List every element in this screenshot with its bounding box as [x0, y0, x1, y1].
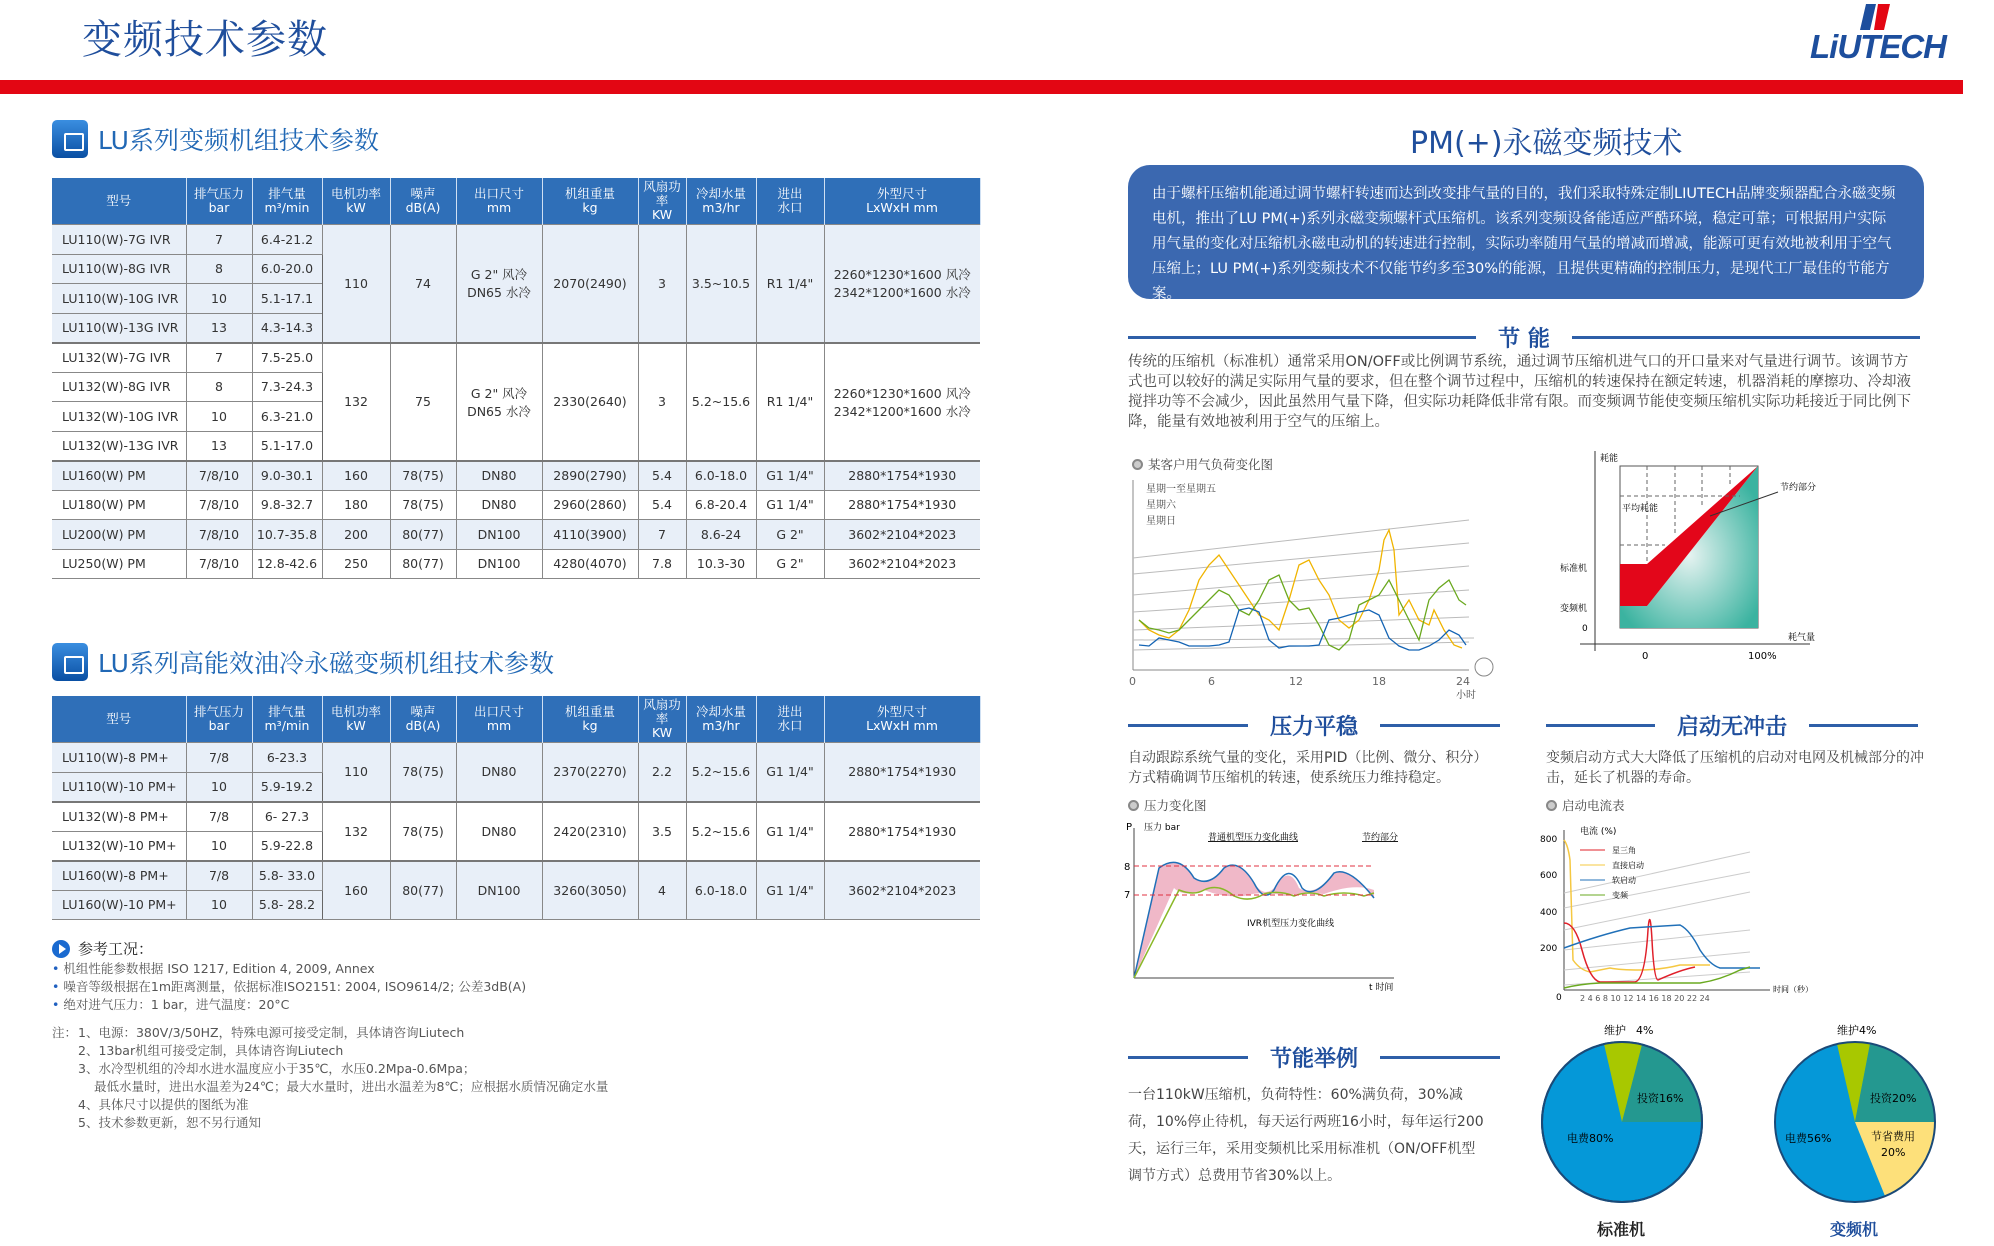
table-cell: G 2" 风冷 DN65 水冷 — [456, 225, 542, 343]
svg-text:小时: 小时 — [1456, 690, 1476, 701]
table-cell: 3260(3050) — [542, 861, 638, 920]
energy-text: 传统的压缩机（标准机）通常采用ON/OFF或比例调节系统，通过调节压缩机进气口的开口量来对气量进行调节。该调节方式也可以较好的满足实际用气量的要求，但在整个调节过程中，压缩机的转速保持在额定转速，机器消耗的摩擦功、冷却液搅拌功等不会减少，因此虽然用气量下降，但实际功耗降低非常有限。而变频调节能使变频压缩机实际功耗接近于同比例下降，能量有效地被利用于空气的压缩上。 — [1128, 354, 1911, 430]
model-cell: LU132(W)-10 PM+ — [52, 831, 186, 861]
table-cell: 160 — [322, 461, 390, 491]
svg-text:4%: 4% — [1636, 1024, 1654, 1037]
column-header: 机组重量 kg — [542, 696, 638, 743]
svg-text:平均耗能: 平均耗能 — [1622, 504, 1659, 514]
table-cell: 132 — [322, 802, 390, 861]
table-cell: 6.3-21.0 — [252, 402, 322, 432]
pressure-chart-caption: 压力变化图 — [1128, 796, 1207, 814]
column-header: 型号 — [52, 178, 186, 225]
table-cell: 2960(2860) — [542, 490, 638, 520]
table-cell: 12.8-42.6 — [252, 549, 322, 579]
table-cell: G 2" — [756, 549, 824, 579]
svg-text:6: 6 — [1208, 675, 1215, 688]
table-cell: 250 — [322, 549, 390, 579]
note-bullet: • 噪音等级根据在1m距离测量，依据标准ISO2151: 2004, ISO9614/2; 公差3dB(A) — [52, 979, 527, 994]
spec-table-1 — [52, 178, 981, 579]
table-cell: 10 — [186, 890, 252, 920]
svg-text:标准机: 标准机 — [1597, 1220, 1646, 1239]
table-cell: DN80 — [456, 461, 542, 491]
table-cell: 78(75) — [390, 490, 456, 520]
svg-text:电费56%: 电费56% — [1785, 1132, 1832, 1145]
column-header: 外型尺寸 LxWxH mm — [824, 696, 980, 743]
model-cell: LU110(W)-7G IVR — [52, 225, 186, 255]
play-circle-icon — [52, 940, 70, 958]
svg-text:耗气量: 耗气量 — [1788, 633, 1816, 643]
svg-text:100%: 100% — [1748, 651, 1777, 662]
pie-vfd — [1775, 1023, 1935, 1239]
svg-text:维护4%: 维护4% — [1837, 1024, 1877, 1037]
pm-tech-title: PM(+)永磁变频技术 — [1410, 126, 1683, 161]
table-cell: DN80 — [456, 802, 542, 861]
table-cell: 6.0-18.0 — [686, 861, 756, 920]
table-cell: 3.5 — [638, 802, 686, 861]
svg-text:24: 24 — [1456, 675, 1470, 688]
model-cell: LU132(W)-8 PM+ — [52, 802, 186, 832]
svg-text:7: 7 — [1124, 890, 1131, 901]
table-row — [52, 225, 980, 255]
startup-current-chart — [1540, 820, 1840, 1010]
svg-text:t 时间: t 时间 — [1369, 983, 1394, 993]
bullet-icon — [1132, 459, 1143, 470]
document-icon — [52, 643, 88, 681]
table-row — [52, 343, 980, 373]
startup-divider: 启动无冲击 — [1546, 710, 1918, 741]
svg-text:标准机: 标准机 — [1560, 564, 1588, 574]
table-cell: 6- 27.3 — [252, 802, 322, 832]
table-cell: 2880*1754*1930 — [824, 802, 980, 861]
table-cell: 10 — [186, 402, 252, 432]
table-cell: 6.8-20.4 — [686, 490, 756, 520]
table-cell: 5.4 — [638, 461, 686, 491]
table-cell: 80(77) — [390, 861, 456, 920]
table-cell: 7.8 — [638, 549, 686, 579]
svg-text:星期日: 星期日 — [1146, 516, 1176, 527]
pressure-divider: 压力平稳 — [1128, 710, 1500, 741]
table-cell: 7.5-25.0 — [252, 343, 322, 373]
reference-notes — [52, 940, 672, 1132]
table-cell: 3 — [638, 343, 686, 461]
table-row — [52, 743, 980, 773]
table-cell: 4.3-14.3 — [252, 313, 322, 343]
table-cell: 2890(2790) — [542, 461, 638, 491]
table-row — [52, 490, 980, 520]
svg-text:变频机: 变频机 — [1830, 1220, 1879, 1239]
model-cell: LU160(W)-8 PM+ — [52, 861, 186, 891]
table1-title: LU系列变频机组技术参数 — [98, 126, 379, 155]
table-cell: 75 — [390, 343, 456, 461]
intro-box: 由于螺杆压缩机能通过调节螺杆转速而达到改变排气量的目的，我们采取特殊定制LIUTECH品牌变频器配合永磁变频电机，推出了LU PM(+)系列永磁变频螺杆式压缩机。该系列变频设备能适应严酷环境，稳定可靠；可根据用户实际用气量的变化对压缩机永磁电动机的转速进行控制，实际功率随用气量的增减而增减，能源可更有效地被利用于空气压缩上；LU PM(+)系列变频技术不仅能节约多至30%的能源，且提供更精确的控制压力，是现代工厂最佳的节能方案。 — [1128, 165, 1924, 299]
table-cell: 7/8/10 — [186, 549, 252, 579]
column-header: 机组重量 kg — [542, 178, 638, 225]
table-cell: 5.9-22.8 — [252, 831, 322, 861]
column-header: 风扇功率 KW — [638, 178, 686, 225]
table-cell: 3602*2104*2023 — [824, 549, 980, 579]
table-cell: G 2" — [756, 520, 824, 550]
svg-text:直接启动: 直接启动 — [1612, 861, 1644, 870]
column-header: 出口尺寸 mm — [456, 178, 542, 225]
table-cell: 2880*1754*1930 — [824, 461, 980, 491]
table-cell: 200 — [322, 520, 390, 550]
column-header: 进出 水口 — [756, 696, 824, 743]
table-cell: 10 — [186, 831, 252, 861]
model-cell: LU110(W)-8G IVR — [52, 254, 186, 284]
table-cell: G 2" 风冷 DN65 水冷 — [456, 343, 542, 461]
svg-text:800: 800 — [1540, 835, 1558, 845]
table-cell: 110 — [322, 743, 390, 802]
table-row — [52, 861, 980, 891]
svg-text:时间（秒）: 时间（秒） — [1773, 985, 1813, 994]
table-cell: 80(77) — [390, 549, 456, 579]
table-cell: 7/8 — [186, 743, 252, 773]
svg-text:星期一至星期五: 星期一至星期五 — [1146, 484, 1216, 495]
table-cell: G1 1/4" — [756, 861, 824, 920]
table-cell: 4110(3900) — [542, 520, 638, 550]
table-cell: 7 — [638, 520, 686, 550]
reference-title: 参考工况： — [78, 940, 154, 958]
table-cell: 2880*1754*1930 — [824, 743, 980, 802]
svg-text:600: 600 — [1540, 871, 1558, 881]
table-cell: 13 — [186, 431, 252, 461]
model-cell: LU200(W) PM — [52, 520, 186, 550]
table-cell: G1 1/4" — [756, 802, 824, 861]
model-cell: LU132(W)-13G IVR — [52, 431, 186, 461]
load-chart — [1124, 470, 1504, 701]
table-cell: 4 — [638, 861, 686, 920]
svg-text:耗能: 耗能 — [1600, 454, 1619, 464]
table-cell: 7.3-24.3 — [252, 372, 322, 402]
startup-chart-caption: 启动电流表 — [1546, 796, 1625, 814]
table-cell: 7/8/10 — [186, 490, 252, 520]
svg-text:节省费用: 节省费用 — [1871, 1130, 1915, 1143]
table-cell: 74 — [390, 225, 456, 343]
table-cell: 8 — [186, 254, 252, 284]
table-cell: 2260*1230*1600 风冷 2342*1200*1600 水冷 — [824, 343, 980, 461]
table-cell: 5.2~15.6 — [686, 343, 756, 461]
table-row — [52, 520, 980, 550]
table-cell: 7/8/10 — [186, 461, 252, 491]
column-header: 排气量 m³/min — [252, 178, 322, 225]
svg-text:星期六: 星期六 — [1146, 500, 1176, 511]
table-cell: 7/8/10 — [186, 520, 252, 550]
model-cell: LU110(W)-10G IVR — [52, 284, 186, 314]
example-divider: 节能举例 — [1128, 1042, 1500, 1073]
table-cell: 2330(2640) — [542, 343, 638, 461]
table-row — [52, 549, 980, 579]
pressure-chart — [1124, 818, 1404, 998]
note-bullet: • 机组性能参数根据 ISO 1217, Edition 4, 2009, Annex — [52, 961, 375, 976]
svg-text:2 4 6 8 10 12 14 16 18 20 22 2: 2 4 6 8 10 12 14 16 18 20 22 24 — [1580, 994, 1710, 1003]
svg-text:0: 0 — [1556, 993, 1562, 1003]
column-header: 排气压力 bar — [186, 178, 252, 225]
table-cell: 3.5~10.5 — [686, 225, 756, 343]
liutech-logo — [1810, 4, 1960, 64]
table-cell: 7 — [186, 343, 252, 373]
table-cell: 2880*1754*1930 — [824, 490, 980, 520]
table-cell: 10.3-30 — [686, 549, 756, 579]
table-cell: 5.8- 28.2 — [252, 890, 322, 920]
table-cell: 7/8 — [186, 861, 252, 891]
svg-text:20%: 20% — [1881, 1146, 1906, 1159]
model-cell: LU160(W)-10 PM+ — [52, 890, 186, 920]
table-cell: G1 1/4" — [756, 490, 824, 520]
svg-text:8: 8 — [1124, 862, 1131, 873]
table-cell: 4280(4070) — [542, 549, 638, 579]
model-cell: LU250(W) PM — [52, 549, 186, 579]
table-cell: 2.2 — [638, 743, 686, 802]
model-cell: LU160(W) PM — [52, 461, 186, 491]
table-cell: 2070(2490) — [542, 225, 638, 343]
table-cell: R1 1/4" — [756, 343, 824, 461]
table-cell: G1 1/4" — [756, 743, 824, 802]
table-cell: 2370(2270) — [542, 743, 638, 802]
svg-text:维护: 维护 — [1604, 1024, 1626, 1037]
example-text: 一台110kW压缩机，负荷特性：60%满负荷，30%减荷，10%停止待机，每天运行两班16小时，每年运行200天，运行三年，采用变频机比采用标准机（ON/OFF机型调节方式）总费用节省30%以上。 — [1128, 1087, 1484, 1184]
startup-text: 变频启动方式大大降低了压缩机的启动对电网及机械部分的冲击，延长了机器的寿命。 — [1546, 750, 1924, 786]
page-title: 变频技术参数 — [82, 17, 328, 63]
document-icon — [52, 120, 88, 158]
model-cell: LU110(W)-10 PM+ — [52, 772, 186, 802]
table-cell: 2260*1230*1600 风冷 2342*1200*1600 水冷 — [824, 225, 980, 343]
column-header: 噪声 dB(A) — [390, 178, 456, 225]
column-header: 风扇功率 KW — [638, 696, 686, 743]
spec-table-2 — [52, 696, 981, 920]
model-cell: LU132(W)-7G IVR — [52, 343, 186, 373]
table-cell: 78(75) — [390, 743, 456, 802]
svg-text:投资16%: 投资16% — [1637, 1092, 1684, 1105]
clock-icon — [1475, 658, 1493, 676]
table-cell: 3 — [638, 225, 686, 343]
table-cell: DN80 — [456, 490, 542, 520]
column-header: 进出 水口 — [756, 178, 824, 225]
table2-title: LU系列高能效油冷永磁变频机组技术参数 — [98, 649, 554, 678]
model-cell: LU180(W) PM — [52, 490, 186, 520]
column-header: 型号 — [52, 696, 186, 743]
svg-text:软启动: 软启动 — [1612, 876, 1636, 885]
table-cell: DN100 — [456, 861, 542, 920]
column-header: 出口尺寸 mm — [456, 696, 542, 743]
table-cell: 2420(2310) — [542, 802, 638, 861]
load-chart-caption: 某客户用气负荷变化图 — [1132, 455, 1273, 473]
svg-text:星三角: 星三角 — [1612, 846, 1636, 855]
svg-text:200: 200 — [1540, 944, 1558, 954]
table-cell: 6-23.3 — [252, 743, 322, 773]
table-cell: DN100 — [456, 549, 542, 579]
model-cell: LU132(W)-10G IVR — [52, 402, 186, 432]
svg-text:变频机: 变频机 — [1560, 604, 1588, 614]
logo-mark-icon — [1858, 4, 1898, 30]
svg-text:节约部分: 节约部分 — [1780, 483, 1817, 493]
table-cell: 8 — [186, 372, 252, 402]
table-cell: G1 1/4" — [756, 461, 824, 491]
table-cell: 5.4 — [638, 490, 686, 520]
svg-text:电流 (%): 电流 (%) — [1580, 827, 1617, 837]
column-header: 冷却水量 m3/hr — [686, 178, 756, 225]
table-cell: DN100 — [456, 520, 542, 550]
column-header: 排气量 m³/min — [252, 696, 322, 743]
svg-text:0: 0 — [1642, 651, 1649, 662]
table-cell: 5.2~15.6 — [686, 743, 756, 802]
table-cell: 10 — [186, 284, 252, 314]
table-cell: 5.1-17.1 — [252, 284, 322, 314]
svg-text:电费80%: 电费80% — [1567, 1132, 1614, 1145]
energy-consumption-diagram — [1560, 446, 1820, 662]
column-header: 排气压力 bar — [186, 696, 252, 743]
svg-text:压力 bar: 压力 bar — [1144, 823, 1180, 833]
table-cell: 110 — [322, 225, 390, 343]
svg-text:12: 12 — [1289, 675, 1303, 688]
pie-standard — [1542, 1023, 1702, 1239]
pressure-text: 自动跟踪系统气量的变化，采用PID（比例、微分、积分）方式精确调节压缩机的转速，使系统压力维持稳定。 — [1128, 750, 1488, 786]
table1-heading — [52, 120, 379, 158]
table-cell: 80(77) — [390, 520, 456, 550]
table-cell: 5.9-19.2 — [252, 772, 322, 802]
column-header: 噪声 dB(A) — [390, 696, 456, 743]
table-cell: 6.0-20.0 — [252, 254, 322, 284]
table-cell: 7 — [186, 225, 252, 255]
column-header: 电机功率 kW — [322, 178, 390, 225]
table-cell: 10.7-35.8 — [252, 520, 322, 550]
table-cell: 13 — [186, 313, 252, 343]
table-cell: R1 1/4" — [756, 225, 824, 343]
table-row — [52, 802, 980, 832]
svg-text:0: 0 — [1582, 624, 1588, 634]
logo-text: LiUTECH — [1810, 28, 1946, 65]
svg-text:普通机型压力变化曲线: 普通机型压力变化曲线 — [1208, 833, 1299, 843]
svg-text:P: P — [1126, 822, 1133, 833]
svg-text:变频: 变频 — [1612, 891, 1628, 900]
table-row — [52, 461, 980, 491]
model-cell: LU110(W)-8 PM+ — [52, 743, 186, 773]
svg-text:18: 18 — [1372, 675, 1386, 688]
column-header: 外型尺寸 LxWxH mm — [824, 178, 980, 225]
bullet-icon — [1546, 800, 1557, 811]
table-cell: 78(75) — [390, 461, 456, 491]
table-cell: 10 — [186, 772, 252, 802]
table-cell: 180 — [322, 490, 390, 520]
bullet-icon — [1128, 800, 1139, 811]
note-bullet: • 绝对进气压力：1 bar，进气温度：20°C — [52, 997, 290, 1012]
table-cell: 8.6-24 — [686, 520, 756, 550]
table-cell: 132 — [322, 343, 390, 461]
table-cell: 9.8-32.7 — [252, 490, 322, 520]
table-cell: DN80 — [456, 743, 542, 802]
table-cell: 7/8 — [186, 802, 252, 832]
table-cell: 5.8- 33.0 — [252, 861, 322, 891]
svg-text:节约部分: 节约部分 — [1362, 833, 1399, 843]
svg-text:投资20%: 投资20% — [1870, 1092, 1917, 1105]
column-header: 冷却水量 m3/hr — [686, 696, 756, 743]
svg-text:0: 0 — [1129, 675, 1136, 688]
table-cell: 78(75) — [390, 802, 456, 861]
table-cell: 160 — [322, 861, 390, 920]
column-header: 电机功率 kW — [322, 696, 390, 743]
table-cell: 9.0-30.1 — [252, 461, 322, 491]
model-cell: LU110(W)-13G IVR — [52, 313, 186, 343]
svg-text:IVR机型压力变化曲线: IVR机型压力变化曲线 — [1247, 919, 1335, 929]
footnotes: 注： 1、电源：380V/3/50HZ，特殊电源可接受定制，具体请咨询Liutech 2、13bar机组可接受定制，具体请咨询Liutech 3、水冷型机组的冷却水进水温度应小于35℃，水压0.2Mpa-0.6Mpa； 最低水量时，进出水温差为24℃；最大水量时，进出水温差为8℃；应根据水质情况确定水量 4、具体尺寸以提供的图纸为准 5、技术参数更新，恕不另行通知 — [52, 1025, 609, 1130]
energy-divider: 节 能 — [1128, 322, 1920, 353]
cost-pie-charts — [1525, 1022, 1985, 1246]
header-red-bar — [0, 80, 1963, 94]
table-cell: 6.4-21.2 — [252, 225, 322, 255]
table-cell: 3602*2104*2023 — [824, 861, 980, 920]
table2-heading — [52, 643, 554, 681]
model-cell: LU132(W)-8G IVR — [52, 372, 186, 402]
svg-text:400: 400 — [1540, 908, 1558, 918]
table-cell: 6.0-18.0 — [686, 461, 756, 491]
table-cell: 5.1-17.0 — [252, 431, 322, 461]
table-cell: 5.2~15.6 — [686, 802, 756, 861]
table-cell: 3602*2104*2023 — [824, 520, 980, 550]
